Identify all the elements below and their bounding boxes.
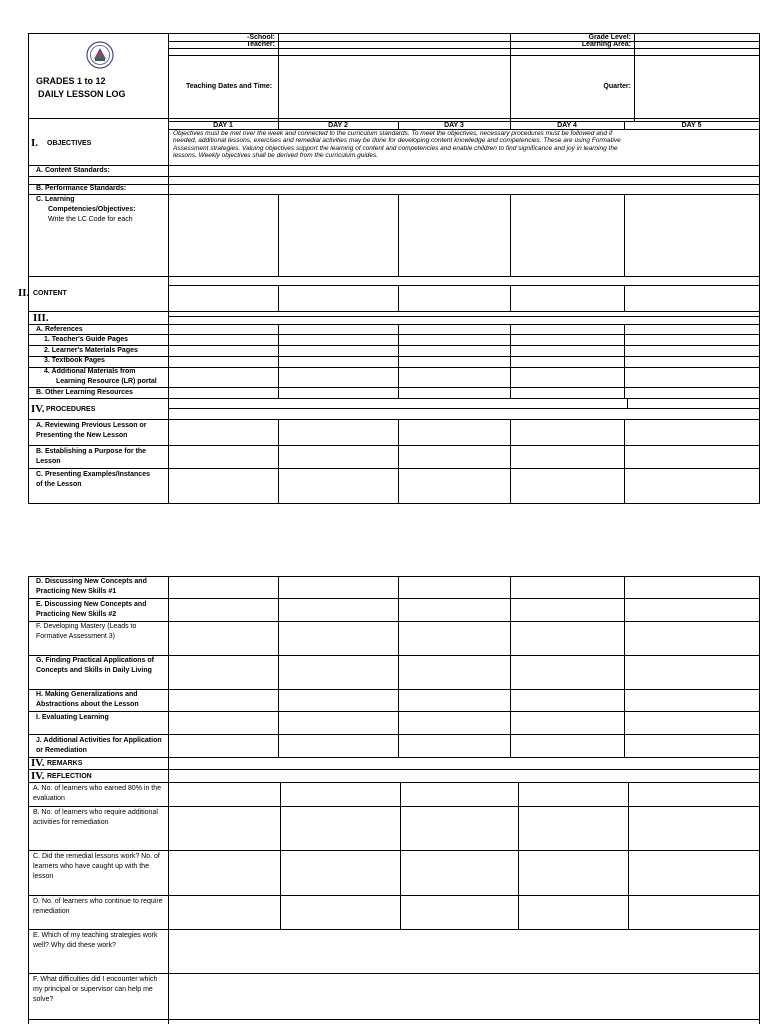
reflection-a-label: A. No. of learners who earned 80% in the evaluation <box>33 785 162 802</box>
deped-seal-icon <box>86 41 114 69</box>
procedure-c-label: C. Presenting Examples/Instances of the Lesson <box>36 471 150 488</box>
textbook-pages-label: 3. Textbook Pages <box>44 357 105 364</box>
remarks-label: REMARKS <box>47 760 83 767</box>
day-4-header: DAY 4 <box>557 122 577 129</box>
procedure-b-label: B. Establishing a Purpose for the Lesson <box>36 448 147 465</box>
reflection-roman: IV. <box>31 770 45 782</box>
school-field[interactable] <box>280 34 508 40</box>
procedure-g-label: G. Finding Practical Applications of Concepts and Skills in Daily Living <box>36 657 154 674</box>
procedures-label: PROCEDURES <box>46 406 96 413</box>
learning-area-field[interactable] <box>636 41 758 47</box>
content-standards-label: A. Content Standards: <box>36 167 110 174</box>
competencies-note: Write the LC Code for each <box>48 216 133 223</box>
reflection-e-label: E. Which of my teaching strategies work well? Why did these work? <box>33 932 158 949</box>
day-5-header: DAY 5 <box>681 122 702 129</box>
references-label: A. References <box>36 326 83 333</box>
content-roman: II. <box>18 287 30 299</box>
day-1-header: DAY 1 <box>213 122 233 129</box>
competencies-label-b: Competencies/Objectives: <box>48 206 136 213</box>
procedures-roman: IV. <box>31 403 45 415</box>
procedure-f-label: F. Developing Mastery (Leads to Formative Assessment 3) <box>36 623 137 640</box>
grade-level-field[interactable] <box>636 34 758 40</box>
teacher-label: Teacher: <box>246 41 275 48</box>
procedure-h-label: H. Making Generalizations and Abstractions about the Lesson <box>36 691 139 708</box>
content-label: CONTENT <box>33 290 67 297</box>
reflection-label: REFLECTION <box>47 773 92 780</box>
procedure-d-label: D. Discussing New Concepts and Practicing New Skills #1 <box>36 578 147 595</box>
teacher-field[interactable] <box>280 41 508 47</box>
additional-materials-label-a: 4. Additional Materials from <box>44 368 136 375</box>
tg-pages-label: 1. Teacher's Guide Pages <box>44 336 129 343</box>
remarks-roman: IV. <box>31 757 45 769</box>
performance-standards-label: B. Performance Standards: <box>36 185 127 192</box>
objectives-roman: I. <box>31 137 39 149</box>
reflection-c-label: C. Did the remedial lessons work? No. of learners who have caught up with the lesson <box>33 853 160 880</box>
school-label: -School: <box>247 34 275 41</box>
reflection-b-label: B. No. of learners who require additional activities for remediation <box>33 809 158 826</box>
competencies-label-a: C. Learning <box>36 196 75 203</box>
objectives-label: OBJECTIVES <box>47 140 92 147</box>
procedure-a-label: A. Reviewing Previous Lesson or Presenting the New Lesson <box>36 422 147 439</box>
procedure-e-label: E. Discussing New Concepts and Practicing New Skills #2 <box>36 601 147 618</box>
procedure-j-label: J. Additional Activities for Application or Remediation <box>36 737 162 754</box>
dates-label: Teaching Dates and Time: <box>186 83 273 90</box>
lm-pages-label: 2. Learner's Materials Pages <box>44 347 138 354</box>
learning-area-label: Learning Area: <box>581 41 631 48</box>
quarter-label: Quarter: <box>603 83 631 90</box>
form-title-line2: DAILY LESSON LOG <box>38 89 126 99</box>
resources-roman: III. <box>33 312 49 324</box>
form-title-line1: GRADES 1 to 12 <box>36 76 106 86</box>
objectives-note: Objectives must be met over the week and connected to the curriculum standards. To meet the objectives, necessary procedures must be followed and if needed, additional lessons, exercises and remedial activities may be done for developing content knowledge and competencies. These are using Formative Assessment strategies. Valuing objectives support the learning of content and competencies and enable children to find significance and joy in learning the lessons. Weekly objectives shall be derived from the curriculum guides. <box>173 130 621 160</box>
grade-level-label: Grade Level: <box>588 34 631 41</box>
day-2-header: DAY 2 <box>328 122 348 129</box>
reflection-d-label: D. No. of learners who continue to require remediation <box>33 898 163 915</box>
procedure-i-label: I. Evaluating Learning <box>36 714 109 721</box>
day-3-header: DAY 3 <box>444 122 464 129</box>
other-resources-label: B. Other Learning Resources <box>36 389 133 396</box>
additional-materials-label-b: Learning Resource (LR) portal <box>56 378 157 385</box>
reflection-f-label: F. What difficulties did I encounter which my principal or supervisor can help me solve? <box>33 976 158 1003</box>
